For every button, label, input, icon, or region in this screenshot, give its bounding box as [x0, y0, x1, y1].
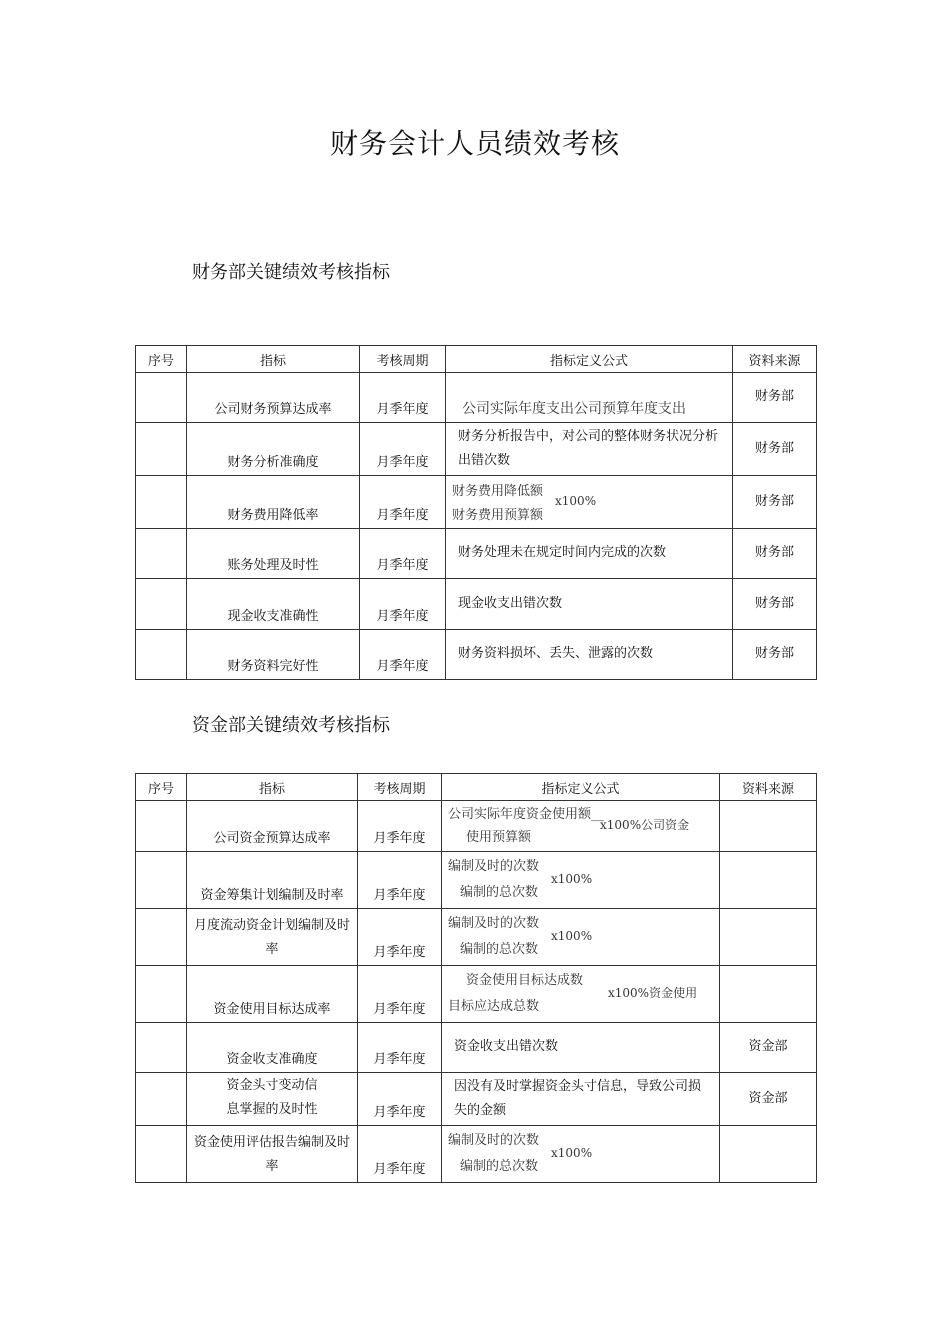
header-cycle: 考核周期	[360, 346, 446, 373]
header-indicator: 指标	[187, 774, 358, 801]
definition-text: 公司实际年度支出公司预算年度支出	[462, 401, 686, 418]
header-cycle: 考核周期	[358, 774, 442, 801]
cycle-cell: 月季年度	[360, 423, 446, 476]
table-row	[136, 630, 817, 680]
indicator-cell: 资金头寸变动信息掌握的及时性	[187, 1073, 358, 1126]
formula-denominator: 编制的总次数	[460, 1159, 539, 1174]
definition-cell	[446, 476, 733, 529]
formula-multiplier: x100%资金使用	[608, 986, 698, 1001]
formula-numerator: 公司实际年度资金使用额__	[448, 807, 605, 822]
seq-cell	[136, 373, 187, 423]
table-row	[136, 966, 817, 1023]
table-header-row	[136, 346, 817, 373]
indicator-cell: 财务资料完好性	[187, 630, 360, 680]
table-header-row	[136, 774, 817, 801]
formula-denominator: 使用预算额	[466, 830, 532, 845]
cycle-cell: 月季年度	[360, 476, 446, 529]
indicator-cell: 资金使用目标达成率	[187, 966, 358, 1023]
formula-numerator: 编制及时的次数	[448, 1133, 540, 1148]
cycle-cell: 月季年度	[358, 966, 442, 1023]
header-definition: 指标定义公式	[446, 346, 733, 373]
table-row	[136, 1126, 817, 1183]
source-cell	[720, 801, 817, 852]
definition-cell	[442, 909, 720, 966]
formula-denominator: 编制的总次数	[460, 885, 539, 900]
seq-cell	[136, 1073, 187, 1126]
indicator-cell: 财务分析准确度	[187, 423, 360, 476]
formula-numerator: 编制及时的次数	[448, 859, 540, 874]
seq-cell	[136, 909, 187, 966]
section-heading-funds: 资金部关键绩效考核指标	[192, 715, 390, 736]
formula-numerator: 财务费用降低额	[452, 484, 544, 499]
seq-cell	[136, 476, 187, 529]
seq-cell	[136, 966, 187, 1023]
seq-cell	[136, 423, 187, 476]
table-row	[136, 579, 817, 630]
source-cell: 财务部	[733, 529, 817, 579]
indicator-cell: 公司资金预算达成率	[187, 801, 358, 852]
cycle-cell: 月季年度	[358, 1073, 442, 1126]
indicator-cell: 资金使用评估报告编制及时率	[187, 1126, 358, 1183]
definition-cell: 因没有及时掌握资金头寸信息，导致公司损失的金额	[442, 1073, 720, 1126]
table-row	[136, 1023, 817, 1073]
definition-cell: 财务资料损坏、丢失、泄露的次数	[446, 630, 733, 680]
source-cell: 财务部	[733, 373, 817, 423]
source-cell: 财务部	[733, 579, 817, 630]
definition-cell	[442, 966, 720, 1023]
seq-cell	[136, 529, 187, 579]
formula-numerator: 资金使用目标达成数	[466, 973, 584, 988]
formula-multiplier: x100%	[551, 1146, 593, 1161]
definition-cell: 现金收支出错次数	[446, 579, 733, 630]
cycle-cell: 月季年度	[358, 909, 442, 966]
source-cell: 财务部	[733, 476, 817, 529]
source-cell	[720, 852, 817, 909]
formula-multiplier: x100%公司资金	[600, 818, 690, 833]
formula-numerator: 编制及时的次数	[448, 916, 540, 931]
cycle-cell: 月季年度	[358, 852, 442, 909]
table-row	[136, 529, 817, 579]
seq-cell	[136, 1126, 187, 1183]
cycle-cell: 月季年度	[358, 1023, 442, 1073]
seq-cell	[136, 630, 187, 680]
formula-denominator: 财务费用预算额	[452, 508, 544, 523]
cycle-cell: 月季年度	[360, 630, 446, 680]
formula	[452, 478, 726, 526]
table-row	[136, 909, 817, 966]
formula-denominator: 目标应达成总数	[448, 999, 540, 1014]
cycle-cell: 月季年度	[360, 579, 446, 630]
table-row	[136, 373, 817, 423]
source-cell: 财务部	[733, 630, 817, 680]
table-row	[136, 423, 817, 476]
formula	[448, 968, 713, 1020]
header-source: 资料来源	[720, 774, 817, 801]
table-row	[136, 1073, 817, 1126]
formula-multiplier: x100%	[555, 494, 597, 509]
cycle-cell: 月季年度	[358, 1126, 442, 1183]
cycle-cell: 月季年度	[358, 801, 442, 852]
formula	[448, 1128, 713, 1180]
definition-cell: 财务处理未在规定时间内完成的次数	[446, 529, 733, 579]
definition-cell: 财务分析报告中，对公司的整体财务状况分析出错次数	[446, 423, 733, 476]
page-title: 财务会计人员绩效考核	[329, 127, 620, 160]
header-seq: 序号	[136, 774, 187, 801]
section-heading-finance: 财务部关键绩效考核指标	[192, 262, 390, 283]
source-cell	[720, 1126, 817, 1183]
source-cell: 资金部	[720, 1073, 817, 1126]
indicator-cell: 现金收支准确性	[187, 579, 360, 630]
funds-kpi-table	[135, 773, 817, 1183]
cycle-cell: 月季年度	[360, 373, 446, 423]
indicator-cell: 月度流动资金计划编制及时率	[187, 909, 358, 966]
seq-cell	[136, 579, 187, 630]
definition-cell: 资金收支出错次数	[442, 1023, 720, 1073]
seq-cell	[136, 801, 187, 852]
formula-multiplier: x100%	[551, 872, 593, 887]
source-cell	[720, 909, 817, 966]
definition-cell	[442, 801, 720, 852]
indicator-cell: 公司财务预算达成率	[187, 373, 360, 423]
source-cell: 资金部	[720, 1023, 817, 1073]
header-source: 资料来源	[733, 346, 817, 373]
definition-cell	[442, 1126, 720, 1183]
indicator-cell: 账务处理及时性	[187, 529, 360, 579]
header-seq: 序号	[136, 346, 187, 373]
indicator-cell: 财务费用降低率	[187, 476, 360, 529]
formula-multiplier: x100%	[551, 929, 593, 944]
header-indicator: 指标	[187, 346, 360, 373]
seq-cell	[136, 852, 187, 909]
table-row	[136, 476, 817, 529]
indicator-cell: 资金筹集计划编制及时率	[187, 852, 358, 909]
source-cell	[720, 966, 817, 1023]
formula	[448, 854, 713, 906]
finance-kpi-table	[135, 345, 817, 680]
definition-cell	[442, 852, 720, 909]
formula-denominator: 编制的总次数	[460, 942, 539, 957]
table-row	[136, 852, 817, 909]
formula	[448, 803, 713, 849]
table-row	[136, 801, 817, 852]
header-definition: 指标定义公式	[442, 774, 720, 801]
definition-cell	[446, 373, 733, 423]
formula	[448, 911, 713, 963]
seq-cell	[136, 1023, 187, 1073]
source-cell: 财务部	[733, 423, 817, 476]
cycle-cell: 月季年度	[360, 529, 446, 579]
indicator-cell: 资金收支准确度	[187, 1023, 358, 1073]
